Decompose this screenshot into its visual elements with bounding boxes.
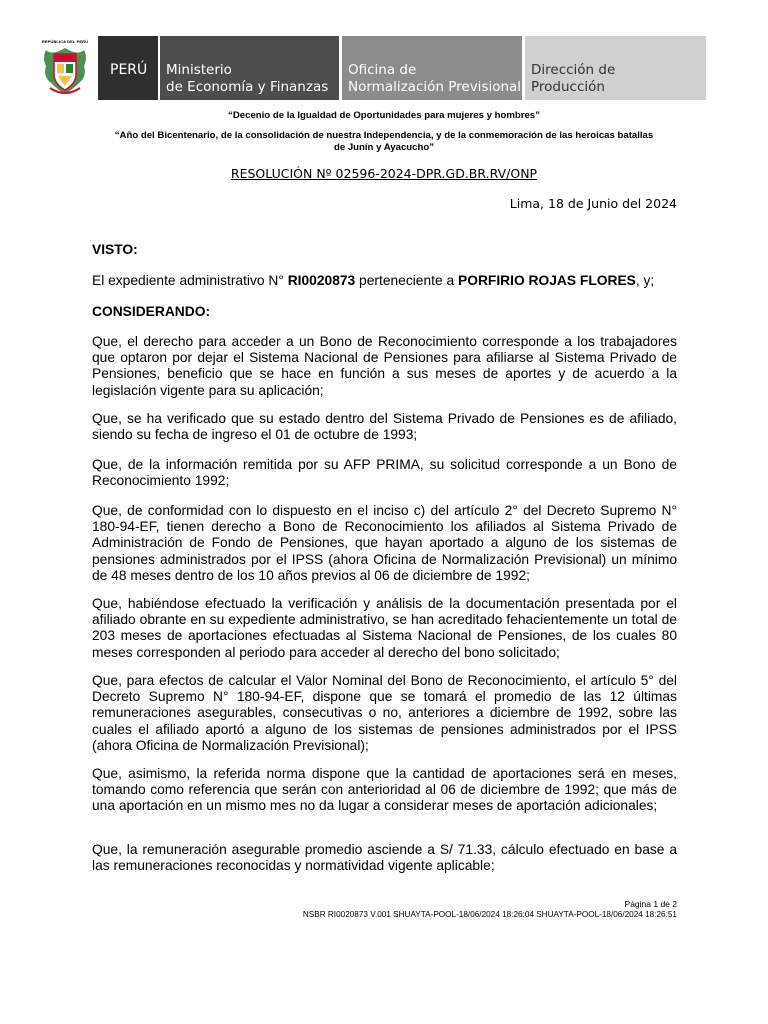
peru-label-box (98, 36, 158, 100)
expediente-number: RI0020873 (287, 273, 356, 288)
onp-box (342, 36, 522, 100)
ministry-line2: de Economía y Finanzas (166, 79, 329, 95)
resolution-title: RESOLUCIÓN Nº 02596-2024-DPR.GD.BR.RV/ONP (230, 166, 538, 181)
year-motto-line2: de Junín y Ayacucho” (333, 142, 435, 153)
visto-mid: perteneciente a (355, 273, 459, 288)
considerando-paragraph-5: Que, habiéndose efectuado la verificación y análisis de la documentación presentada por el afiliado obrante en su expediente administrativo, se han acreditado fehacientemente un total de 203 meses de aportaciones efectuadas al Sistema Nacional de Pensiones, de los cuales 80 meses corresponden al periodo para acceder al derecho del bono solicitado; (92, 596, 677, 660)
considerando-paragraph-4: Que, de conformidad con lo dispuesto en el inciso c) del artículo 2° del Decreto Supremo N° 180-94-EF, tienen derecho a Bono de Reconocimiento los afiliados al Sistema Privado de Administración de Fondo de Pensiones, que hayan aportado a alguno de los sistemas de pensiones administrados por el IPSS (ahora Oficina de Normalización Previsional) un mínimo de 48 meses dentro de los 10 años previos al 06 de diciembre de 1992; (92, 503, 677, 583)
decade-motto: “Decenio de la Igualdad de Oportunidades para mujeres y hombres” (228, 110, 540, 121)
direction-line1: Dirección de (531, 62, 616, 78)
direction-line2: Producción (531, 79, 605, 95)
shield-icon (40, 36, 90, 100)
considerando-paragraph-6: Que, para efectos de calcular el Valor Nominal del Bono de Reconocimiento, el artículo 5° del Decreto Supremo N° 180-94-EF, dispone que se tomará el promedio de las 12 últimas remuneraciones asegurables, consecutivas o no, anteriores a diciembre de 1992, sobre las cuales el afiliado aportó a alguno de los sistemas de pensiones administrados por el IPSS (ahora Oficina de Normalización Previsional); (92, 673, 677, 753)
visto-pre: El expediente administrativo N° (92, 273, 288, 288)
page-number: Página 1 de 2 (624, 899, 677, 909)
visto-post: , y; (635, 273, 655, 288)
direction-box (525, 36, 706, 100)
letterhead (40, 36, 710, 100)
ministry-line1: Ministerio (166, 62, 232, 78)
considerando-paragraph-1: Que, el derecho para acceder a un Bono de Reconocimiento corresponde a los trabajadores que optaron por dejar el Sistema Nacional de Pensiones para afiliarse al Sistema Privado de Pensiones, beneficio que se hace en función a sus meses de aportes y de acuerdo a la legislación vigente para su aplicación; (92, 334, 677, 398)
onp-line1: Oficina de (348, 62, 417, 78)
resolution-date: Lima, 18 de Junio del 2024 (509, 196, 677, 211)
considerando-paragraph-8: Que, la remuneración asegurable promedio asciende a S/ 71.33, cálculo efectuado en base a las remuneraciones reconocidas y normatividad vigente aplicable; (92, 842, 677, 874)
onp-line2: Normalización Previsional (348, 79, 522, 95)
considerando-paragraph-3: Que, de la información remitida por su AFP PRIMA, su solicitud corresponde a un Bono de Reconocimiento 1992; (92, 457, 677, 489)
coat-of-arms-logo (40, 36, 90, 100)
considerando-heading: CONSIDERANDO: (92, 304, 211, 319)
visto-paragraph (92, 273, 677, 289)
visto-heading: VISTO: (92, 242, 138, 257)
document-metadata: NSBR RI0020873 V.001 SHUAYTA-POOL-18/06/2024 18:26:04 SHUAYTA-POOL-18/06/2024 18:26:51 (302, 910, 677, 919)
considerando-paragraph-2: Que, se ha verificado que su estado dentro del Sistema Privado de Pensiones es de afiliado, siendo su fecha de ingreso el 01 de octubre de 1993; (92, 411, 677, 443)
considerando-paragraph-7: Que, asimismo, la referida norma dispone que la cantidad de aportaciones será en meses, tomando como referencia que serán con anterioridad al 06 de diciembre de 1992; que más de una aportación en un mismo mes no da lugar a considerar meses de aportación adicionales; (92, 766, 677, 814)
year-motto-line1: “Año del Bicentenario, de la consolidación de nuestra Independencia, y de la conmemoración de las heroicas batallas (114, 130, 654, 141)
ministry-box (160, 36, 339, 100)
afiliado-name: PORFIRIO ROJAS FLORES (458, 273, 636, 288)
peru-label: PERÚ (110, 62, 148, 78)
emblem-caption: REPÚBLICA DEL PERÚ (41, 39, 89, 44)
